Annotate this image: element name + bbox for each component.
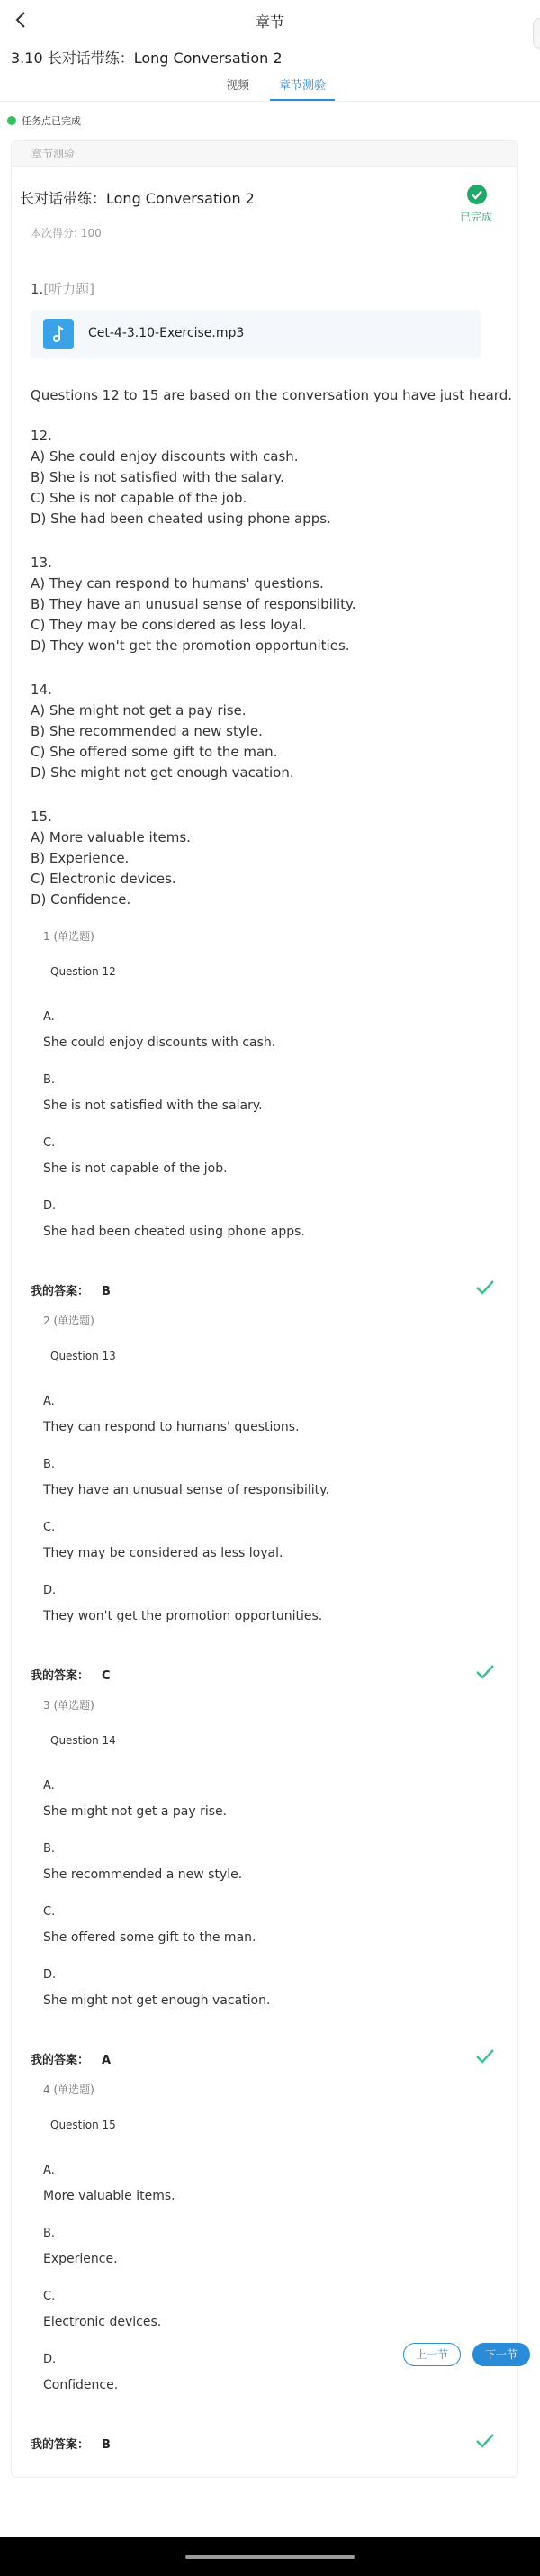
option-text[interactable]: They have an unusual sense of responsibility. <box>43 1483 329 1497</box>
task-status-label: 任务点已完成 <box>22 115 81 127</box>
question-line: D) Confidence. <box>31 891 131 908</box>
lesson-title: 3.10 长对话带练：Long Conversation 2 <box>11 50 283 67</box>
my-answer-value: A <box>102 2054 112 2067</box>
option-letter[interactable]: B. <box>43 1842 56 1856</box>
option-text[interactable]: They can respond to humans' questions. <box>43 1420 300 1434</box>
status-dot-icon <box>7 116 16 125</box>
question-line: B) She is not satisfied with the salary. <box>31 469 284 485</box>
option-letter[interactable]: B. <box>43 1458 56 1471</box>
option-letter[interactable]: B. <box>43 2227 56 2240</box>
option-text[interactable]: They may be considered as less loyal. <box>43 1546 284 1560</box>
question-type: [听力题] <box>43 281 95 297</box>
divider <box>0 101 540 102</box>
question-line: D) She had been cheated using phone apps. <box>31 511 331 527</box>
option-text[interactable]: She is not satisfied with the salary. <box>43 1098 263 1113</box>
question-line: A) She might not get a pay rise. <box>31 702 247 719</box>
option-letter[interactable]: C. <box>43 1905 56 1919</box>
question-intro: Questions 12 to 15 are based on the conversation you have just heard. <box>31 387 512 403</box>
top-bar <box>0 0 540 40</box>
tab-video[interactable]: 视频 <box>225 79 249 93</box>
option-text[interactable]: Confidence. <box>43 2378 119 2392</box>
option-letter[interactable]: C. <box>43 1521 56 1534</box>
question-line: 12. <box>31 428 52 444</box>
sub-question-type: 2 (单选题) <box>43 1315 94 1327</box>
question-line: 13. <box>31 555 52 571</box>
option-text[interactable]: More valuable items. <box>43 2189 176 2203</box>
option-text[interactable]: She might not get enough vacation. <box>43 1993 271 2008</box>
question-line: B) Experience. <box>31 850 130 866</box>
quiz-title: 长对话带练：Long Conversation 2 <box>20 190 255 207</box>
score-text: 本次得分: 100 <box>31 227 102 240</box>
option-letter[interactable]: D. <box>43 2353 57 2366</box>
next-section-button[interactable]: 下一节 <box>472 2343 530 2366</box>
question-line: C) They may be considered as less loyal. <box>31 617 307 633</box>
tab-chapter-quiz[interactable]: 章节测验 <box>270 76 335 101</box>
audio-attachment[interactable] <box>31 310 481 358</box>
audio-file-name: Cet-4-3.10-Exercise.mp3 <box>88 326 245 340</box>
card-header: 章节测验 <box>12 141 518 167</box>
question-line: C) She offered some gift to the man. <box>31 744 278 760</box>
option-letter[interactable]: D. <box>43 1968 57 1982</box>
question-line: B) She recommended a new style. <box>31 723 263 739</box>
question-line: 14. <box>31 682 52 698</box>
completed-status: 已完成 <box>460 211 493 223</box>
my-answer-label: 我的答案： <box>31 1285 90 1298</box>
option-letter[interactable]: A. <box>43 1010 55 1024</box>
option-letter[interactable]: D. <box>43 1584 57 1597</box>
option-text[interactable]: She is not capable of the job. <box>43 1161 228 1176</box>
option-letter[interactable]: D. <box>43 1199 57 1213</box>
question-number <box>31 279 94 298</box>
option-text[interactable]: Experience. <box>43 2252 118 2266</box>
tab-bar <box>0 76 540 101</box>
my-answer-label: 我的答案： <box>31 1669 90 1683</box>
task-status <box>7 113 81 128</box>
correct-check-icon <box>475 1664 495 1680</box>
question-line: A) She could enjoy discounts with cash. <box>31 448 299 465</box>
option-letter[interactable]: C. <box>43 2290 56 2303</box>
my-answer-value: B <box>102 1285 111 1298</box>
sub-question-title: Question 13 <box>50 1350 116 1362</box>
question-index: 1. <box>31 281 44 297</box>
music-file-icon <box>43 319 74 349</box>
option-text[interactable]: She had been cheated using phone apps. <box>43 1225 305 1239</box>
option-letter[interactable]: A. <box>43 1395 55 1408</box>
correct-check-icon <box>475 1279 495 1296</box>
home-indicator[interactable] <box>185 2555 355 2559</box>
my-answer <box>31 1666 111 1683</box>
option-letter[interactable]: B. <box>43 1073 56 1087</box>
system-navigation-bar <box>0 2537 540 2576</box>
option-text[interactable]: Electronic devices. <box>43 2315 162 2329</box>
question-line: A) They can respond to humans' questions. <box>31 575 324 592</box>
option-text[interactable]: She might not get a pay rise. <box>43 1804 228 1819</box>
my-answer-label: 我的答案： <box>31 2054 90 2067</box>
sub-question-type: 3 (单选题) <box>43 1699 94 1712</box>
my-answer <box>31 1281 111 1298</box>
option-text[interactable]: She could enjoy discounts with cash. <box>43 1035 276 1050</box>
sub-question-title: Question 14 <box>50 1734 116 1747</box>
page-title: 章节 <box>255 14 284 31</box>
option-text[interactable]: She offered some gift to the man. <box>43 1930 256 1945</box>
my-answer <box>31 2050 111 2067</box>
my-answer-value: B <box>102 2438 111 2452</box>
completed-check-icon <box>466 184 488 205</box>
option-text[interactable]: She recommended a new style. <box>43 1867 243 1882</box>
option-letter[interactable]: A. <box>43 2164 55 2177</box>
side-drawer-handle[interactable] <box>533 18 540 49</box>
sub-question-type: 4 (单选题) <box>43 2083 94 2096</box>
option-letter[interactable]: A. <box>43 1779 55 1793</box>
my-answer-label: 我的答案： <box>31 2438 90 2452</box>
question-line: D) They won't get the promotion opportunities. <box>31 637 350 654</box>
question-line: C) Electronic devices. <box>31 871 176 887</box>
correct-check-icon <box>475 2048 495 2065</box>
question-line: 15. <box>31 809 52 825</box>
sub-question-title: Question 15 <box>50 2119 116 2131</box>
option-text[interactable]: They won't get the promotion opportunities. <box>43 1609 323 1623</box>
option-letter[interactable]: C. <box>43 1136 56 1150</box>
sub-question-title: Question 12 <box>50 965 116 978</box>
previous-section-button[interactable]: 上一节 <box>403 2343 461 2366</box>
question-line: B) They have an unusual sense of responsibility. <box>31 596 356 612</box>
question-line: A) More valuable items. <box>31 829 191 845</box>
question-line: C) She is not capable of the job. <box>31 490 248 506</box>
my-answer <box>31 2435 111 2452</box>
sub-question-type: 1 (单选题) <box>43 930 94 943</box>
my-answer-value: C <box>102 1669 111 1683</box>
question-line: D) She might not get enough vacation. <box>31 764 294 781</box>
correct-check-icon <box>475 2433 495 2449</box>
